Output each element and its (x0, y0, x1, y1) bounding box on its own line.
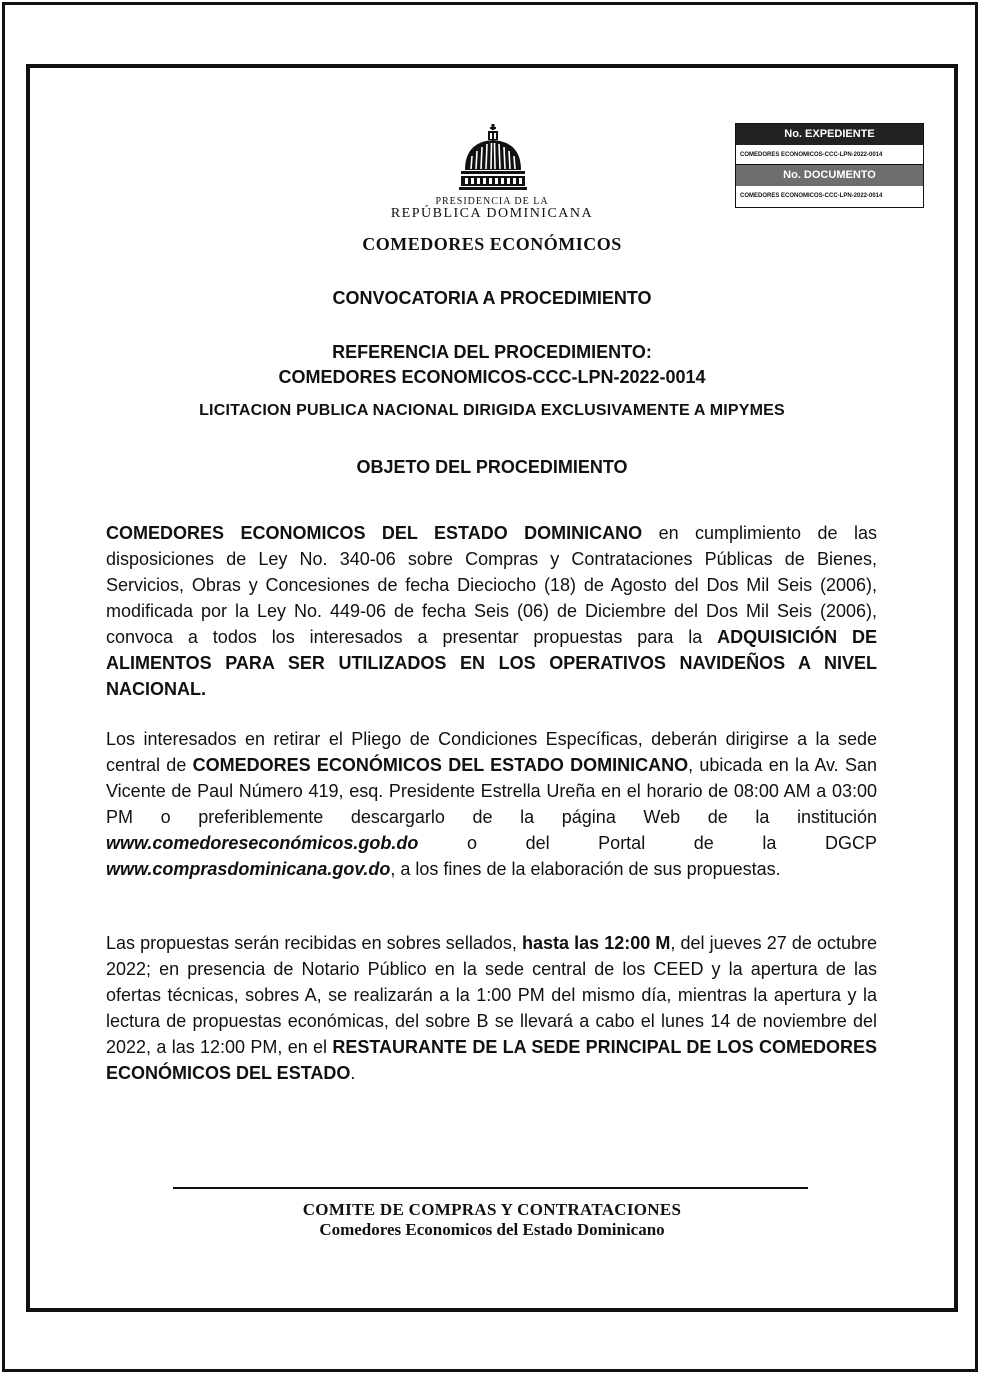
paragraph-text: . (350, 1063, 356, 1083)
paragraph-text: , del jueves 27 de octubre 2022; en presencia de Notario Público en la sede central de los CEED y la apertura de las ofertas técnicas, sobres A, se realizarán a la 1:00 PM del mismo día, mientras la apertura y la lectura de propuestas económicas, del sobre B se llevará a cabo el lunes 14 de noviembre del 2022, a las 12:00 PM, en el (106, 933, 878, 1057)
venue: RESTAURANTE DE LA SEDE PRINCIPAL DE LOS COMEDORES ECONÓMICOS DEL ESTADO (106, 1037, 877, 1083)
paragraph-text: , ubicada en la Av. San Vicente de Paul Número 419, esq. Presidente Estrella Ureña en el horario de 08:00 AM a 03:00 PM o preferiblemente descargarlo de la página Web de la institución (106, 755, 877, 827)
paragraph-text: , a los fines de la elaboración de sus propuestas. (390, 859, 781, 879)
expediente-label: No. EXPEDIENTE (736, 124, 923, 145)
expediente-value: COMEDORES ECONOMICOS-CCC-LPN-2022-0014 (736, 145, 923, 165)
website-link[interactable]: www.comedoreseconómicos.gob.do (106, 833, 419, 853)
referencia-line1: REFERENCIA DEL PROCEDIMIENTO: (332, 342, 652, 362)
paragraph-text: Las propuestas serán recibidas en sobres sellados, (106, 933, 522, 953)
signature-line (173, 1187, 808, 1189)
presidencia-label: PRESIDENCIA DE LA (435, 196, 549, 207)
referencia-line2: COMEDORES ECONOMICOS-CCC-LPN-2022-0014 (278, 367, 706, 387)
committee-institution: Comedores Economicos del Estado Dominicano (319, 1220, 665, 1239)
republica-label: REPÚBLICA DOMINICANA (390, 206, 594, 221)
portal-link[interactable]: www.comprasdominicana.gov.do (106, 859, 391, 879)
referencia-heading (0, 340, 984, 390)
paragraph-propuestas (106, 930, 877, 1086)
institution-name: COMEDORES ECONÓMICOS (362, 234, 622, 254)
paragraph-text: en cumplimiento de las disposiciones de Ley No. 340-06 sobre Compras y Contrataciones Públicas de Bienes, Servicios, Obras y Concesiones de fecha Dieciocho (18) de Agosto del Dos Mil Seis (2006), modificada por la Ley No. 449-06 de fecha Seis (06) de Diciembre del Dos Mil Seis (2006), convoca a todos los interesados a presentar propuestas para la (106, 523, 877, 647)
procurement-object: ADQUISICIÓN DE ALIMENTOS PARA SER UTILIZADOS EN LOS OPERATIVOS NAVIDEÑOS A NIVEL NACIONAL. (106, 627, 877, 699)
documento-value: COMEDORES ECONOMICOS-CCC-LPN-2022-0014 (740, 193, 883, 199)
documento-label: No. DOCUMENTO (736, 165, 923, 186)
objeto-heading: OBJETO DEL PROCEDIMIENTO (356, 457, 628, 477)
paragraph-text: Los interesados en retirar el Pliego de Condiciones Específicas, deberán dirigirse a la sede central de (106, 729, 877, 775)
entity-name: COMEDORES ECONOMICOS DEL ESTADO DOMINICANO (106, 523, 643, 543)
paragraph-convocatoria (106, 520, 877, 702)
paragraph-pliego (106, 726, 877, 882)
committee-name: COMITE DE COMPRAS Y CONTRATACIONES (302, 1200, 682, 1219)
entity-name: COMEDORES ECONÓMICOS DEL ESTADO DOMINICANO (192, 755, 689, 775)
capitol-dome-logo (455, 122, 531, 192)
paragraph-text: o del Portal de la DGCP (418, 833, 877, 853)
page-title: CONVOCATORIA A PROCEDIMIENTO (332, 288, 652, 308)
deadline: hasta las 12:00 M (521, 933, 671, 953)
licitacion-heading: LICITACION PUBLICA NACIONAL DIRIGIDA EXCLUSIVAMENTE A MIPYMES (199, 402, 785, 419)
